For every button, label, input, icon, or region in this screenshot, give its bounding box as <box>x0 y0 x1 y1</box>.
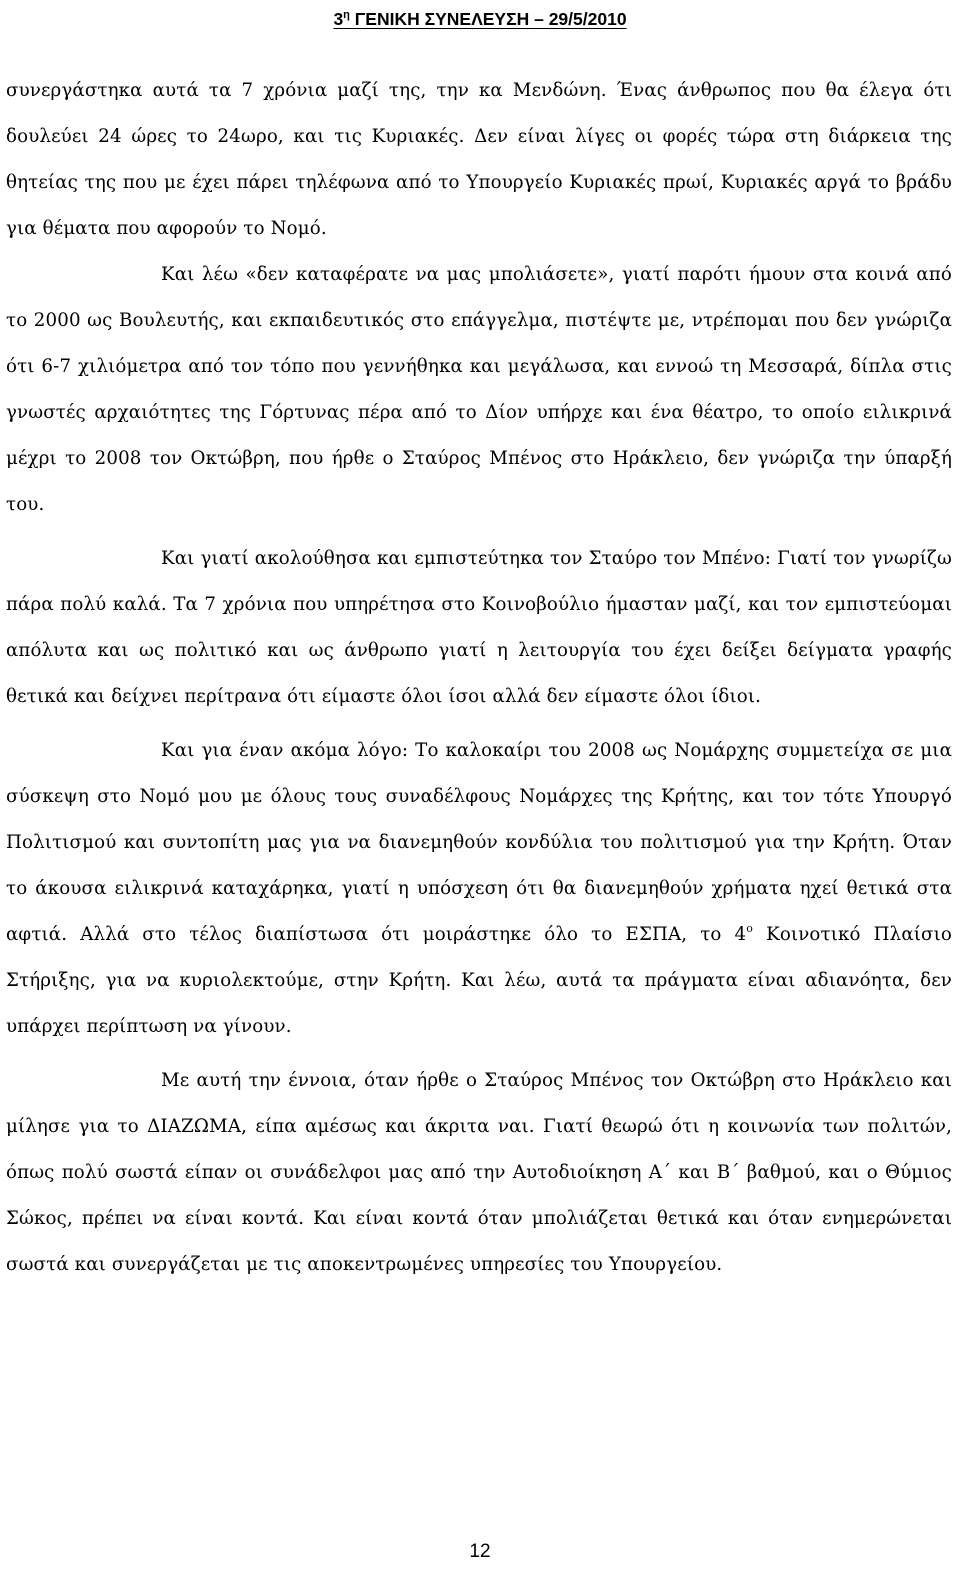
paragraph-4-text-end: Κοινοτικό Πλαίσιο Στήριξης, για να κυριολεκτούμε, στην Κρήτη. Και λέω, αυτά τα πράγματα είναι αδιανόητα, δεν υπάρχει περίπτωση να γίνουν. <box>6 924 952 1037</box>
paragraph-4-text-start: Και για έναν ακόμα λόγο: Το καλοκαίρι του 2008 ως Νομάρχης συμμετείχα σε μια σύσκεψη στο Νομό μου με όλους τους συναδέλφους Νομάρχες της Κρήτης, και τον τότε Υπουργό Πολιτισμού και συντοπίτη μας για να διανεμηθούν κονδύλια του πολιτισμού για την Κρήτη. Όταν το άκουσα ειλικρινά καταχάρηκα, γιατί η υπόσχεση ότι θα διανεμηθούν χρήματα ηχεί θετικά στα αφτιά. Αλλά στο τέλος διαπίστωσα ότι μοιράστηκε όλο το ΕΣΠΑ, το 4 <box>6 740 952 945</box>
header-title-text: ΓΕΝΙΚΗ ΣΥΝΕΛΕΥΣΗ – 29/5/2010 <box>349 9 627 29</box>
header-number: 3 <box>333 9 344 29</box>
header-title <box>333 9 626 29</box>
ordinal-superscript: ο <box>746 922 754 935</box>
document-body <box>6 68 952 1288</box>
paragraph-5: Με αυτή την έννοια, όταν ήρθε ο Σταύρος Μπένος τον Οκτώβρη στο Ηράκλειο και μίλησε για το ΔΙΑΖΩΜΑ, είπα αμέσως και άκριτα ναι. Γιατί θεωρώ ότι η κοινωνία των πολιτών, όπως πολύ σωστά είπαν οι συνάδελφοι μας από την Αυτοδιοίκηση Α΄ και Β΄ βαθμού, και ο Θύμιος Σώκος, πρέπει να είναι κοντά. Και είναι κοντά όταν μπολιάζεται θετικά και όταν ενημερώνεται σωστά και συνεργάζεται με τις αποκεντρωμένες υπηρεσίες του Υπουργείου. <box>6 1070 952 1275</box>
page-number: 12 <box>469 1541 491 1562</box>
header-superscript: η <box>343 9 350 21</box>
paragraph-1: συνεργάστηκα αυτά τα 7 χρόνια μαζί της, την κα Μενδώνη. Ένας άνθρωπος που θα έλεγα ότι δουλεύει 24 ώρες το 24ωρο, και τις Κυριακές. Δεν είναι λίγες οι φορές τώρα στη διάρκεια της θητείας της που με έχει πάρει τηλέφωνα από το Υπουργείο Κυριακές πρωί, Κυριακές αργά το βράδυ για θέματα που αφορούν το Νομό. <box>6 80 952 239</box>
paragraph-3: Και γιατί ακολούθησα και εμπιστεύτηκα τον Σταύρο τον Μπένο: Γιατί τον γνωρίζω πάρα πολύ καλά. Τα 7 χρόνια που υπηρέτησα στο Κοινοβούλιο ήμασταν μαζί, και τον εμπιστεύομαι απόλυτα και ως πολιτικό και ως άνθρωπο γιατί η λειτουργία του έχει δείξει δείγματα γραφής θετικά και δείχνει περίτρανα ότι είμαστε όλοι ίσοι αλλά δεν είμαστε όλοι ίδιοι. <box>6 548 952 707</box>
page-header <box>0 4 960 30</box>
paragraph-4 <box>6 728 952 1050</box>
paragraph-2: Και λέω «δεν καταφέρατε να μας μπολιάσετε», γιατί παρότι ήμουν στα κοινά από το 2000 ως Βουλευτής, και εκπαιδευτικός στο επάγγελμα, πιστέψτε με, ντρέπομαι που δεν γνώριζα ότι 6-7 χιλιόμετρα από τον τόπο που γεννήθηκα και μεγάλωσα, και εννοώ τη Μεσσαρά, δίπλα στις γνωστές αρχαιότητες της Γόρτυνας πέρα από το Δίον υπήρχε και ένα θέατρο, το οποίο ειλικρινά μέχρι το 2008 τον Οκτώβρη, που ήρθε ο Σταύρος Μπένος στο Ηράκλειο, δεν γνώριζα την ύπαρξή του. <box>6 264 952 515</box>
